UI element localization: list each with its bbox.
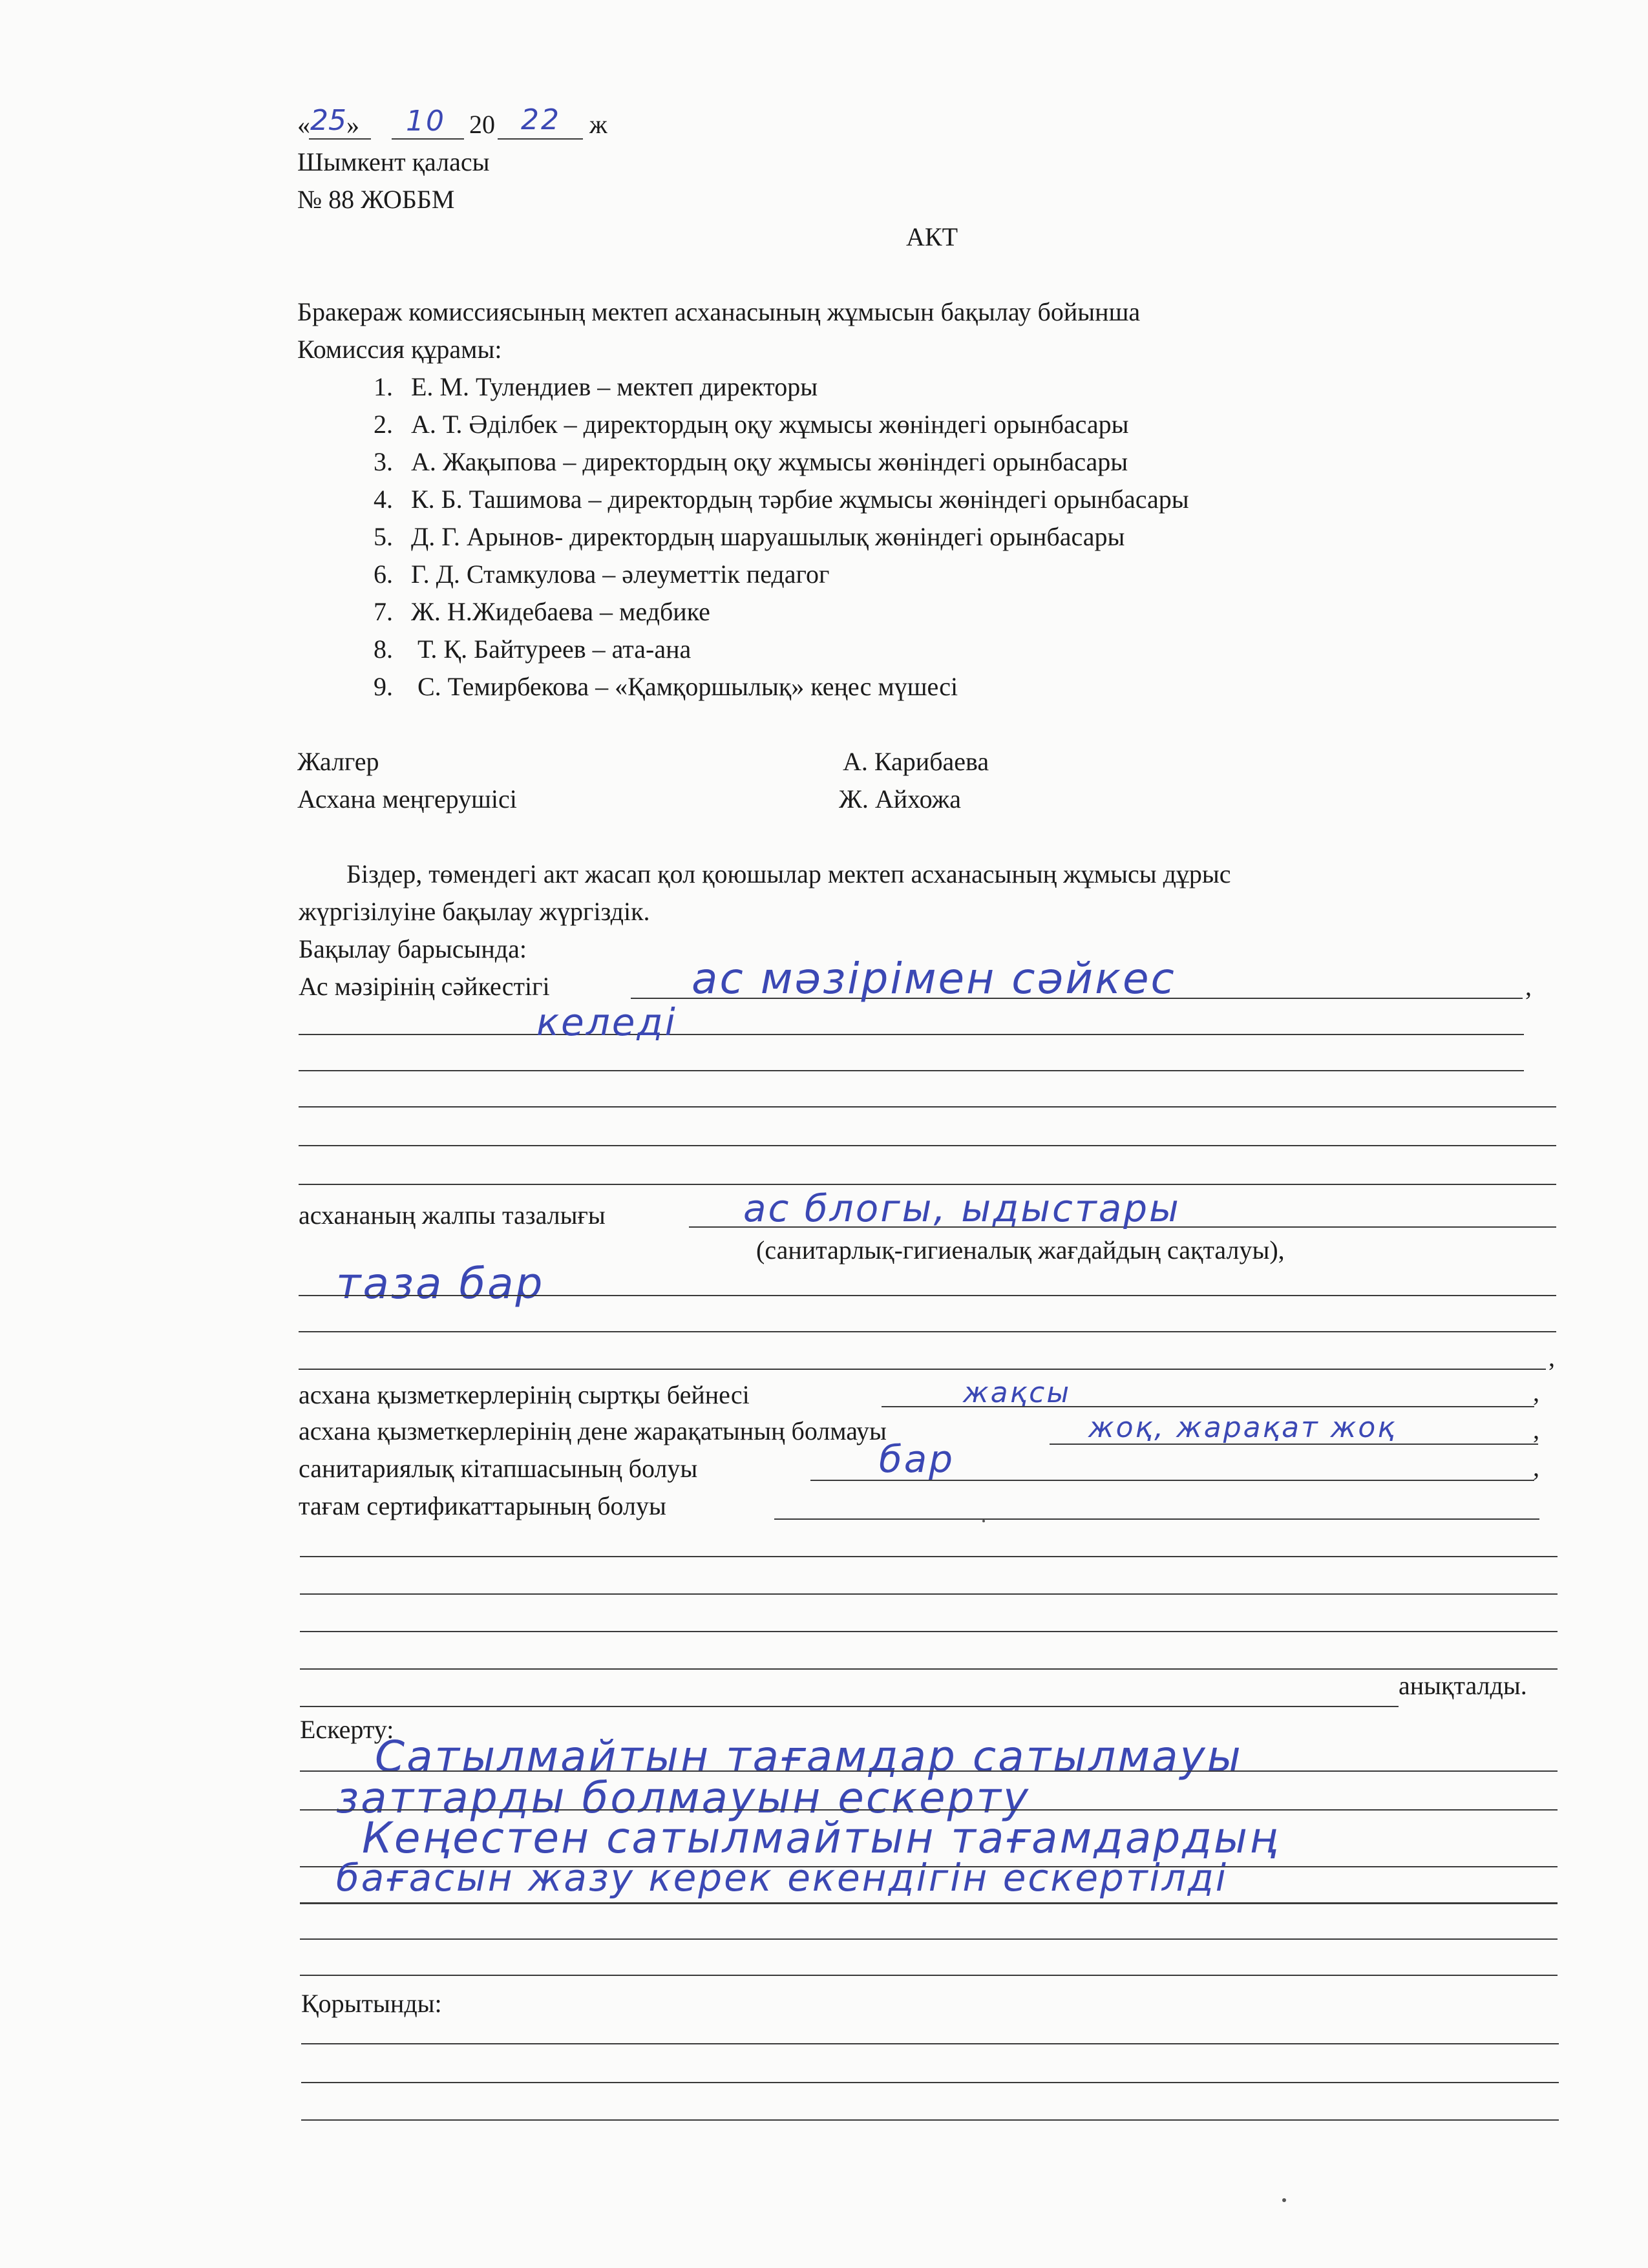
blank-line [299, 1034, 1524, 1035]
list-item: 4. К. Б. Ташимова – директордың тәрбие жұмысы жөніндегі орынбасары [374, 485, 1189, 514]
certificates-label: тағам сертификаттарының болуы [299, 1491, 666, 1520]
injury-label: асхана қызметкерлерінің дене жарақатының болмауы [299, 1416, 887, 1445]
date-year: 22 [521, 103, 561, 136]
cleanliness-handwriting-1: ас блогы, ыдыстары [743, 1186, 1181, 1230]
blank-line [299, 1295, 1556, 1296]
blank-line [300, 1631, 1558, 1632]
blank-line [300, 1902, 1558, 1904]
scan-speck [982, 1520, 985, 1522]
blank-line [299, 1070, 1524, 1071]
date-year-prefix: 20 [469, 110, 495, 139]
blank-line [299, 1184, 1556, 1185]
tenant-label: Жалгер [297, 747, 379, 776]
blank-line [299, 1106, 1556, 1108]
school-name: № 88 ЖОББМ [297, 185, 455, 214]
blank-line [300, 1938, 1558, 1940]
date-day-underline [309, 138, 371, 140]
list-item: 5. Д. Г. Арынов- директордың шаруашылық жөніндегі орынбасары [374, 522, 1125, 551]
observation-label: Бақылау барысында: [299, 934, 527, 963]
blank-line [299, 1369, 1546, 1370]
list-item: 6. Г. Д. Стамкулова – әлеуметтік педагог [374, 560, 830, 589]
document-title: АКТ [906, 222, 958, 251]
date-suffix: ж [589, 110, 607, 139]
blank-line [300, 1668, 1558, 1670]
date-year-underline [498, 138, 583, 140]
blank-line [301, 2082, 1559, 2083]
intro-line-2: жүргізілуіне бақылау жүргіздік. [299, 897, 650, 926]
date-day: 25 [310, 104, 346, 137]
list-item: 9. С. Темирбекова – «Қамқоршылық» кеңес мүшесі [374, 672, 958, 701]
remark-handwriting-3: Кеңестен сатылмайтын тағамдардың [362, 1813, 1280, 1863]
menu-comma: , [1525, 972, 1532, 1001]
injury-comma: , [1533, 1415, 1539, 1444]
city: Шымкент қаласы [297, 147, 490, 176]
blank-line [300, 1975, 1558, 1976]
established-text: анықталды. [1399, 1671, 1527, 1700]
list-item: 7. Ж. Н.Жидебаева – медбике [374, 597, 710, 626]
intro-line-1: Біздер, төмендегі акт жасап қол қоюшылар мектеп асханасының жұмысы дұрыс [346, 859, 1231, 888]
date-open-quote: « [297, 110, 310, 140]
menu-compliance-label: Ас мәзірінің сәйкестігі [299, 972, 550, 1001]
blank-line [300, 1593, 1558, 1595]
list-item: 3. А. Жақыпова – директордың оқу жұмысы жөніндегі орынбасары [374, 447, 1128, 476]
blank-line [301, 2043, 1559, 2044]
sanitary-note: (санитарлық-гигиеналық жағдайдың сақталуы), [756, 1235, 1285, 1265]
remark-handwriting-4: бағасын жазу керек екендігін ескертілді [336, 1856, 1229, 1900]
sanitary-book-handwriting: бар [879, 1437, 955, 1481]
date-month: 10 [406, 105, 446, 138]
injury-handwriting: жоқ, жарақат жоқ [1088, 1411, 1397, 1444]
cleanliness-handwriting-2: таза бар [336, 1259, 545, 1308]
tenant-name: А. Карибаева [843, 747, 989, 776]
blank-line [300, 1556, 1558, 1557]
appearance-label: асхана қызметкерлерінің сыртқы бейнесі [299, 1380, 750, 1409]
canteen-head-label: Асхана меңгерушісі [297, 784, 517, 814]
date-month-underline [392, 138, 464, 140]
cleanliness-label: асхананың жалпы тазалығы [299, 1201, 606, 1230]
canteen-head-name: Ж. Айхожа [839, 784, 962, 814]
blank-line [299, 1331, 1556, 1332]
appearance-comma: , [1533, 1378, 1539, 1407]
sanitary-book-comma: , [1533, 1453, 1539, 1482]
blank-line [300, 1770, 1558, 1772]
date-close-quote: » [346, 110, 359, 140]
menu-handwriting-1: ас мәзірімен сәйкес [692, 954, 1176, 1003]
scan-speck [1282, 2198, 1286, 2202]
appearance-handwriting: жақсы [963, 1376, 1072, 1409]
remark-label: Ескерту: [300, 1715, 394, 1744]
menu-handwriting-2: келеді [536, 1000, 677, 1044]
conclusion-label: Қорытынды: [301, 1989, 442, 2018]
document-subtitle: Бракераж комиссиясының мектеп асханасының жұмысын бақылау бойынша [297, 297, 1141, 326]
blank-line [300, 1706, 1399, 1707]
date-line [297, 104, 359, 140]
cleanliness-comma: , [1548, 1343, 1555, 1372]
commission-label: Комиссия құрамы: [297, 335, 502, 364]
list-item: 2. А. Т. Әділбек – директордың оқу жұмысы жөніндегі орынбасары [374, 410, 1129, 439]
blank-line [301, 2119, 1559, 2121]
list-item: 8. Т. Қ. Байтуреев – ата-ана [374, 635, 692, 664]
certificates-answer-line [774, 1518, 1539, 1520]
sanitary-book-label: санитариялық кітапшасының болуы [299, 1454, 698, 1483]
list-item: 1. Е. М. Тулендиев – мектеп директоры [374, 372, 818, 401]
blank-line [300, 1809, 1558, 1811]
remark-handwriting-1: Сатылмайтын тағамдар сатылмауы [375, 1732, 1243, 1781]
remark-handwriting-2: заттарды болмауын ескерту [336, 1773, 1031, 1823]
blank-line [299, 1145, 1556, 1146]
